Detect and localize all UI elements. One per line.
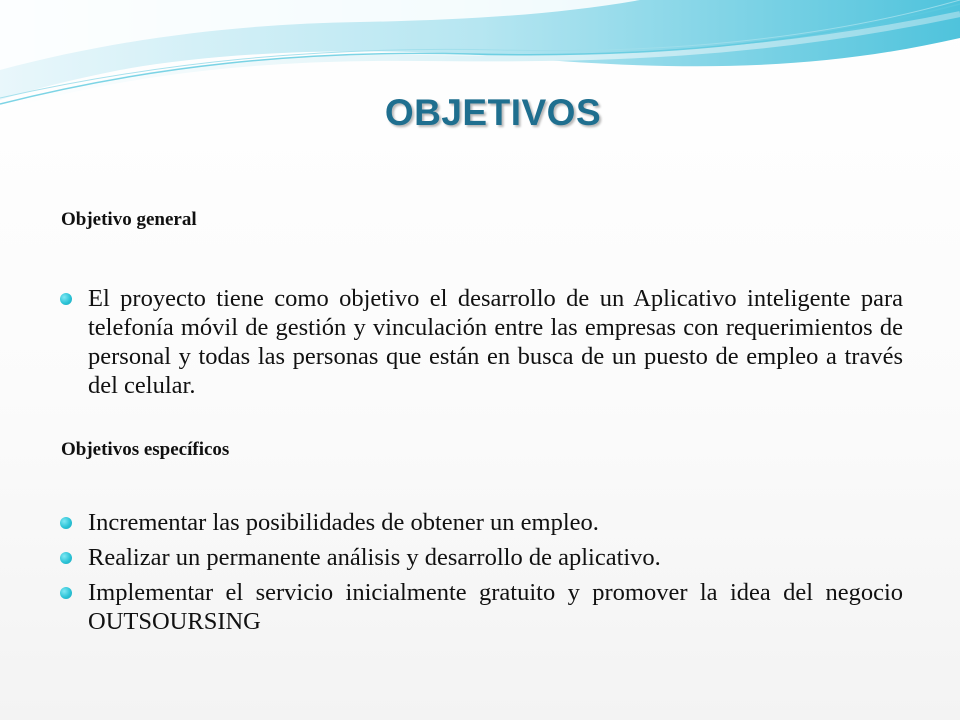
specific-objectives-list: [0, 508, 903, 642]
list-item: [0, 543, 903, 572]
list-item-text: El proyecto tiene como objetivo el desarrollo de un Aplicativo inteligente para telefonía móvil de gestión y vinculación entre las empresas con requerimientos de personal y todas las personas que están en busca de un puesto de empleo a través del celular.: [88, 285, 903, 399]
slide-title: OBJETIVOS: [384, 92, 602, 133]
circle-bullet-icon: [60, 293, 72, 305]
specific-objectives-heading: Objetivos específicos: [61, 439, 230, 460]
circle-bullet-icon: [60, 587, 72, 599]
list-item-text: Incrementar las posibilidades de obtener un empleo.: [88, 509, 599, 536]
list-item: [0, 578, 903, 636]
list-item-text: Implementar el servicio inicialmente gratuito y promover la idea del negocio OUTSOURSING: [88, 579, 903, 635]
list-item-text: Realizar un permanente análisis y desarrollo de aplicativo.: [88, 544, 661, 571]
general-objective-heading: Objetivo general: [61, 209, 197, 230]
list-item: [0, 508, 903, 537]
list-item: [0, 284, 903, 400]
general-objective-list: [0, 284, 903, 400]
circle-bullet-icon: [60, 517, 72, 529]
circle-bullet-icon: [60, 552, 72, 564]
